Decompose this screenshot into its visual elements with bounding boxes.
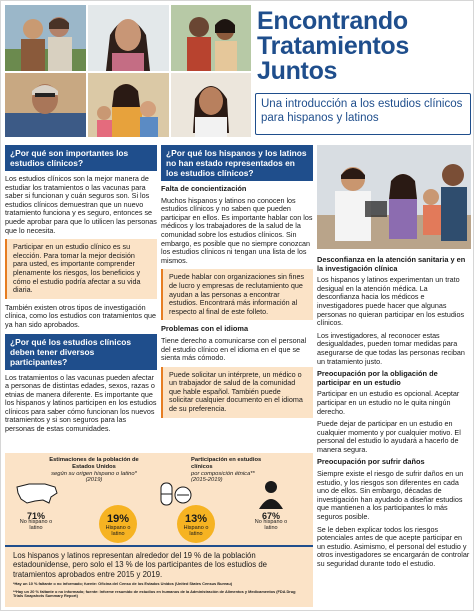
title-line-2: Tratamientos bbox=[257, 32, 410, 60]
stat-label: Hispano o latino bbox=[183, 525, 209, 537]
stat-right-hispanic bbox=[177, 505, 215, 543]
section-heading-diversity: ¿Por qué los estudios clínicos deben tener diversos participantes? bbox=[5, 334, 157, 370]
stat-left-hispanic bbox=[99, 505, 137, 543]
paragraph: Tiene derecho a comunicarse con el personal del estudio clínico en el idioma en el que se sienta más cómodo. bbox=[161, 335, 307, 363]
column-1 bbox=[5, 145, 157, 438]
photo-doctor-family bbox=[317, 145, 471, 249]
subheading-distrust: Desconfianza en la atención sanitaria y en la investigación clínica bbox=[317, 255, 466, 273]
subheading-language: Problemas con el idioma bbox=[161, 324, 249, 334]
footnote-1: *Hay un 10 % faltante o no informado; fuente: Oficina del Censo de los Estados Unidos (United States Census Bureau) bbox=[13, 580, 232, 586]
photo-mother-children bbox=[88, 73, 169, 137]
right-stat-title: Participación en estudios clínicos bbox=[191, 457, 262, 470]
paragraph: Puede dejar de participar en un estudio en cualquier momento y por cualquier motivo. El personal del estudio lo ayudará a hacerlo de manera segura. bbox=[317, 419, 461, 454]
paragraph: Muchos hispanos y latinos no conocen los estudios clínicos y no saben que pueden participar en ellos. Es importante hablar con los médicos y los trabajadores de la salud de la comunidad sobre los estudios clínicos. Sin embargo, es posible que no siempre conozcan los estudios clínicos ni tengan una lista de los mismos. bbox=[161, 195, 313, 265]
paragraph: Los tratamientos o las vacunas pueden afectar a personas de distintas edades, sexos, razas o etnias de manera diferente. Es importante que los hispanos y latinos participen en los estudios clínicos para saber cómo funcionan los nuevos tratamientos y si son seguros para las personas de estas comunidades. bbox=[5, 372, 157, 434]
paragraph: Participar en un estudio es opcional. Aceptar participar en un estudio no le quita ningún derecho. bbox=[317, 389, 460, 416]
stat-value: 67% bbox=[261, 511, 280, 521]
callout-choice: Participar en un estudio clínico es su elección. Para tomar la mejor decisión para usted, es importante comprender plenamente los riesgos, los beneficios y cómo el estudio podría afectar a su vida diaria. bbox=[5, 239, 157, 299]
subheading-awareness: Falta de concientización bbox=[161, 184, 247, 193]
stat-label: No hispano o latino bbox=[19, 519, 53, 531]
photo-older-man bbox=[5, 73, 86, 137]
paragraph: También existen otros tipos de investigación clínica, como los estudios con tratamientos que ya han sido aprobados. bbox=[5, 302, 157, 329]
paragraph: Los investigadores, al reconocer estas desigualdades, pueden tomar medidas para asegurarse de que todas las personas reciban un tratamiento justo. bbox=[317, 330, 465, 366]
photo-family bbox=[171, 5, 251, 71]
stat-value: 19% bbox=[106, 513, 130, 525]
title-line-3: Juntos bbox=[257, 57, 338, 85]
subheading-harm: Preocupación por sufrir daños bbox=[317, 457, 425, 467]
header bbox=[253, 1, 474, 137]
stat-label: Hispano o latino bbox=[105, 525, 131, 537]
callout-organizations: Puede hablar con organizaciones sin fines de lucro y empresas de reclutamiento que ayudan a las personas a encontrar estudios. Encontrará más información al respecto al final de este folleto. bbox=[161, 269, 313, 320]
stat-value: 71% bbox=[26, 511, 45, 521]
column-2 bbox=[161, 145, 313, 423]
paragraph: Siempre existe el riesgo de sufrir daños en un estudio, y los riesgos son diferentes en cada uno de ellos. Sin embargo, décadas de investigación han ayudado a diseñar estudios que mantienen a los participantes lo más seguros posible. bbox=[317, 469, 464, 522]
statistics-infographic bbox=[5, 453, 313, 545]
section-heading-representation: ¿Por qué los hispanos y los latinos no han estado representados en los estudios clínicos? bbox=[161, 145, 313, 181]
callout-interpreter: Puede solicitar un intérprete, un médico o un trabajador de salud de la comunidad que hable español. También puede solicitar cualquier documento en el idioma de su preferencia. bbox=[161, 367, 313, 418]
photo-woman bbox=[88, 5, 169, 71]
left-stat-title: Estimaciones de la población de Estados Unidos bbox=[49, 457, 139, 470]
photo-collage bbox=[5, 5, 251, 137]
summary-box bbox=[5, 545, 313, 607]
title-line-1: Encontrando bbox=[257, 7, 408, 35]
paragraph: Los estudios clínicos son la mejor manera de estudiar los tratamientos o las vacunas para saber si funcionan y cuán seguros son. Si los estudios clínicos demuestran que un nuevo tratamiento funciona y es seguro, entonces se puede aprobar para que lo utilicen las personas que lo necesita. bbox=[5, 174, 157, 235]
people-icon bbox=[251, 479, 291, 509]
footnote-2: **Hay un 20 % faltante o no informado; fuente: Informe resumido de estudios en humanos de la Administración de Alimentos y Medicamentos (FDA Drug Trials Snapshots Summary Report) bbox=[13, 588, 296, 599]
column-3 bbox=[317, 253, 471, 573]
photo-young-woman bbox=[171, 73, 251, 137]
paragraph: Los hispanos y latinos experimentan un trato desigual en la atención médica. La desconfianza hacia los médicos e investigadores puede hacer que algunas personas no quieran participar en los estudios clínicos. bbox=[317, 275, 465, 328]
section-heading-importance: ¿Por qué son importantes los estudios clínicos? bbox=[5, 145, 157, 171]
paragraph: Se le deben explicar todos los riesgos potenciales antes de que acepte participar en un estudio. Asimismo, el personal del estudio y otros investigadores se encargarán de controlar su seguridad durante todo el estudio. bbox=[317, 524, 470, 568]
page-title bbox=[257, 9, 471, 84]
stat-right-non-hispanic bbox=[251, 513, 291, 531]
stat-value: 13% bbox=[184, 513, 208, 525]
subheading-obligation: Preocupación por la obligación de participar en un estudio bbox=[317, 369, 438, 387]
subtitle: Una introducción a los estudios clínicos para hispanos y latinos bbox=[255, 93, 471, 135]
left-stat-subtitle: según su origen hispano o latino* (2019) bbox=[51, 470, 137, 484]
us-map-icon bbox=[15, 481, 59, 507]
medicine-icon bbox=[157, 481, 193, 507]
stat-left-non-hispanic bbox=[17, 513, 55, 531]
photo-couple bbox=[5, 5, 86, 71]
right-stat-subtitle: por composición étnica** (2015-2019) bbox=[191, 470, 255, 484]
summary-text: Los hispanos y latinos representan alrededor del 19 % de la población estadounidense, pero solo el 13 % de los participantes de los estudios de tratamientos aprobados entre 2015 y 2019. bbox=[13, 551, 268, 579]
left-stat-heading bbox=[49, 457, 139, 484]
stat-label: No hispano o latino bbox=[254, 519, 288, 531]
